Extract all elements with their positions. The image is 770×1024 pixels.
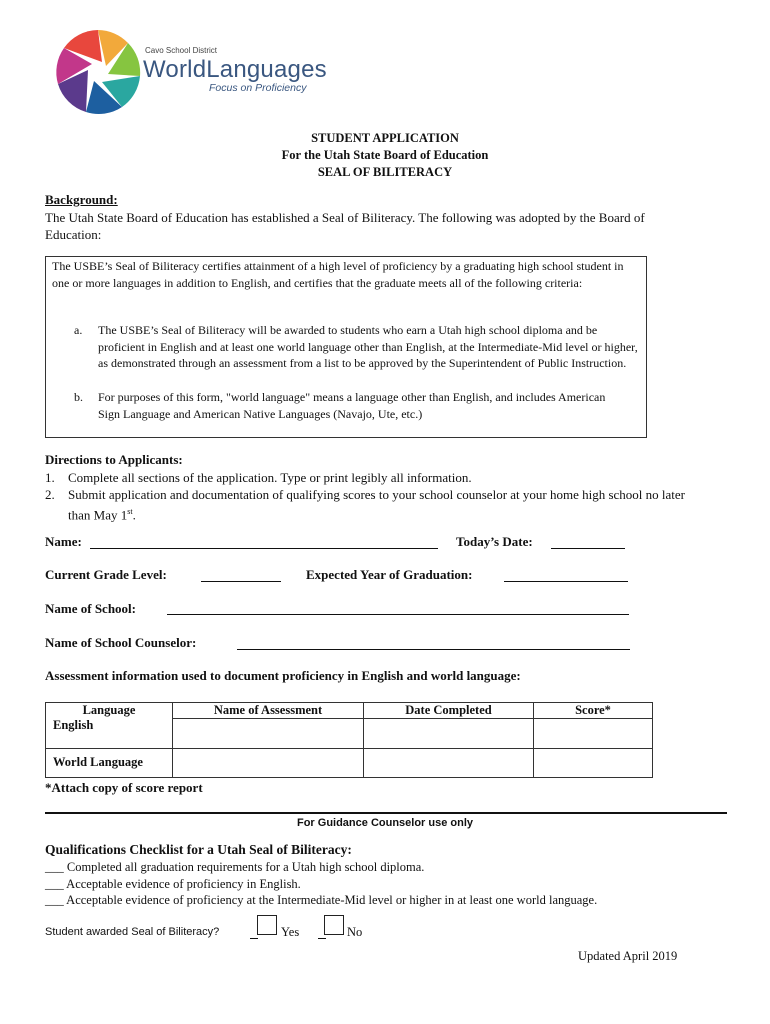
- row-label-english: English: [53, 718, 94, 732]
- no-underline: [318, 938, 326, 939]
- yes-underline: [250, 938, 258, 939]
- attach-note: *Attach copy of score report: [45, 780, 203, 795]
- updated-date: Updated April 2019: [578, 949, 678, 963]
- criteria-intro: The USBE’s Seal of Biliteracy certifies attainment of a high level of proficiency by a graduating high school student in one or more languages in addition to English, and certifies that the graduate meets all of the following criteria:: [52, 259, 624, 290]
- table-row: [46, 749, 653, 778]
- criteria-item-b: For purposes of this form, "world language" means a language other than English, and includes American Sign Language and American Native Languages (Navajo, Ute, etc.): [98, 390, 606, 421]
- column-header-language: Language: [82, 703, 136, 717]
- table-cell-english: [46, 703, 173, 749]
- column-header-date: Date Completed: [364, 703, 534, 719]
- qualification-item: ___ Acceptable evidence of proficiency at the Intermediate-Mid level or higher in at least one world language.: [45, 893, 598, 907]
- counselor-field[interactable]: [237, 649, 630, 650]
- guidance-label: For Guidance Counselor use only: [296, 817, 474, 829]
- criteria-letter-b: b.: [74, 390, 83, 404]
- awarded-label: Student awarded Seal of Biliteracy?: [45, 926, 220, 938]
- aperture-logo-icon: [52, 26, 147, 118]
- criteria-item-a: The USBE’s Seal of Biliteracy will be awarded to students who earn a Utah high school diploma and be proficient in English and at least one world language other than English, at the Intermediate-Mid level or higher, as demonstrated through an assessment from a list to be approved by the Superintendent of Public Instruction.: [98, 323, 638, 370]
- criteria-letter-a: a.: [74, 323, 83, 337]
- counselor-label: Name of School Counselor:: [45, 635, 197, 650]
- direction-num-1: 1.: [45, 470, 55, 485]
- name-label: Name:: [45, 534, 82, 549]
- qualification-item: ___ Acceptable evidence of proficiency in English.: [45, 877, 301, 891]
- yes-checkbox[interactable]: [257, 915, 277, 935]
- english-score-cell[interactable]: [534, 719, 653, 749]
- school-label: Name of School:: [45, 601, 136, 616]
- column-header-score: Score*: [534, 703, 653, 719]
- direction-period: .: [132, 507, 136, 523]
- section-divider: [45, 812, 727, 814]
- document-title: [0, 130, 770, 181]
- title-line-2: For the Utah State Board of Education: [281, 148, 489, 162]
- todays-date-field[interactable]: [551, 548, 625, 549]
- grad-year-label: Expected Year of Graduation:: [306, 567, 473, 582]
- todays-date-label: Today’s Date:: [456, 534, 533, 549]
- english-assessment-cell[interactable]: [173, 719, 364, 749]
- grad-year-field[interactable]: [504, 581, 628, 582]
- english-date-cell[interactable]: [364, 719, 534, 749]
- grade-level-field[interactable]: [201, 581, 281, 582]
- logo-district-name: Cavo School District: [145, 46, 218, 55]
- direction-item-2-text: Submit application and documentation of qualifying scores to your school counselor at your home high school no later than May 1: [68, 487, 686, 523]
- yes-label: Yes: [281, 925, 300, 939]
- school-field[interactable]: [167, 614, 629, 615]
- background-text: The Utah State Board of Education has established a Seal of Biliteracy. The following was adopted by the Board of Education:: [45, 210, 645, 242]
- row-label-world-language: World Language: [46, 749, 173, 778]
- qualification-item: ___ Completed all graduation requirements for a Utah high school diploma.: [45, 860, 425, 874]
- qualifications-heading: Qualifications Checklist for a Utah Seal of Biliteracy:: [45, 842, 352, 857]
- logo-tagline: Focus on Proficiency: [209, 82, 307, 94]
- title-line-3: SEAL OF BILITERACY: [317, 165, 453, 179]
- table-header-row: [46, 703, 653, 719]
- direction-item-1: Complete all sections of the application. Type or print legibly all information.: [68, 470, 472, 485]
- directions-heading: Directions to Applicants:: [45, 452, 183, 467]
- title-line-1: STUDENT APPLICATION: [311, 131, 459, 145]
- world-date-cell[interactable]: [364, 749, 534, 778]
- no-checkbox[interactable]: [324, 915, 344, 935]
- logo-title: WorldLanguages: [143, 56, 327, 83]
- world-score-cell[interactable]: [534, 749, 653, 778]
- assessment-table: [45, 702, 653, 778]
- direction-item-2: [68, 486, 708, 523]
- no-label: No: [347, 925, 363, 939]
- grade-level-label: Current Grade Level:: [45, 567, 167, 582]
- direction-num-2: 2.: [45, 487, 55, 502]
- name-field[interactable]: [90, 548, 438, 549]
- background-heading: Background:: [45, 192, 118, 207]
- direction-superscript: st: [127, 507, 133, 516]
- assessment-heading: Assessment information used to document proficiency in English and world language:: [45, 668, 521, 683]
- world-assessment-cell[interactable]: [173, 749, 364, 778]
- column-header-assessment: Name of Assessment: [173, 703, 364, 719]
